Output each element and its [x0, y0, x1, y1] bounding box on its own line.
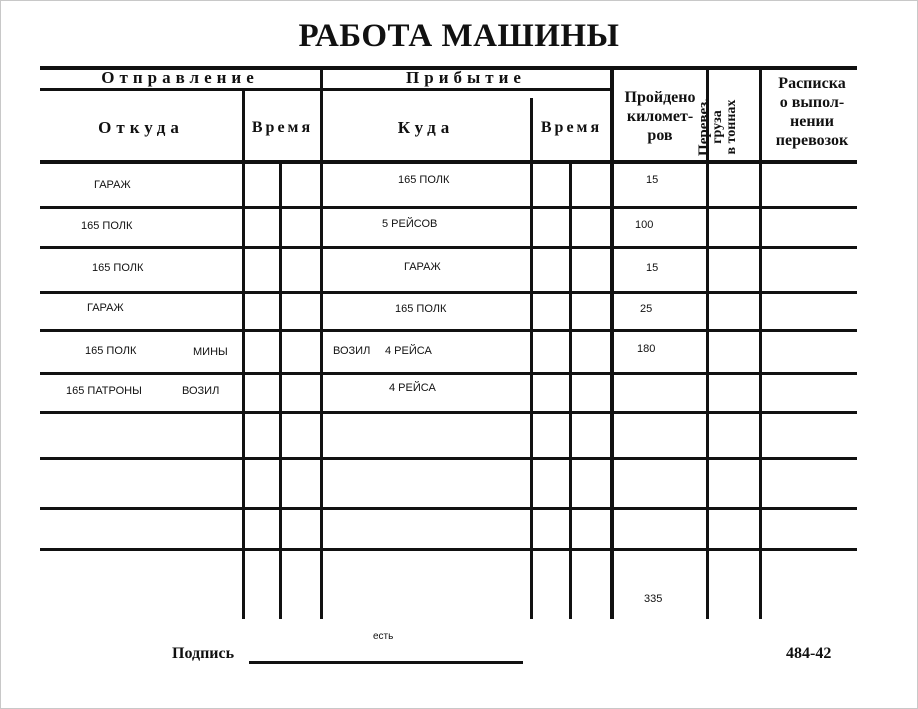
row-km: 180 — [637, 343, 656, 355]
page-title: РАБОТА МАШИНЫ — [298, 18, 620, 54]
row-from: ГАРАЖ — [87, 302, 124, 314]
row-km: 25 — [640, 303, 653, 315]
km-header-line3: ров — [647, 127, 673, 144]
signature-line[interactable] — [249, 661, 523, 664]
row-divider — [40, 291, 857, 294]
receipt-header-line2: о выпол- — [779, 94, 845, 111]
row-to-prefix: ВОЗИЛ — [333, 345, 371, 357]
row-divider — [40, 372, 857, 375]
receipt-header-line3: нении — [790, 113, 834, 130]
row-from-extra: МИНЫ — [193, 346, 228, 358]
total-km: 335 — [644, 593, 663, 605]
receipt-header-line4: перевозок — [775, 132, 849, 149]
km-header-line2: километ- — [626, 108, 694, 125]
departure-arrival-rule — [40, 88, 611, 91]
cargo-header-line3: в тоннах — [724, 99, 739, 155]
form-number: 484-42 — [786, 645, 832, 662]
receipt-header-line1: Расписка — [778, 75, 846, 92]
signature-label: Подпись — [172, 645, 235, 662]
row-divider — [40, 457, 857, 460]
from-header: Откуда — [98, 118, 184, 137]
row-to: ГАРАЖ — [404, 261, 441, 273]
row-to: 4 РЕЙСА — [385, 345, 432, 357]
row-to: 165 ПОЛК — [398, 174, 450, 186]
signature-note: есть — [373, 631, 394, 642]
column-divider — [320, 70, 323, 619]
row-divider — [40, 507, 857, 510]
time-header-arrival: Время — [540, 119, 603, 136]
row-km: 15 — [646, 174, 659, 186]
arrival-header: Прибытие — [406, 68, 526, 87]
row-from: 165 ПОЛК — [81, 220, 133, 232]
row-from-extra: ВОЗИЛ — [182, 385, 220, 397]
row-km: 100 — [635, 219, 654, 231]
row-divider — [40, 246, 857, 249]
row-from: 165 ПОЛК — [85, 345, 137, 357]
km-header — [614, 88, 706, 145]
column-divider — [530, 98, 533, 619]
km-header-line1: Пройдено — [624, 89, 696, 106]
row-divider — [40, 411, 857, 414]
column-divider — [279, 162, 282, 619]
row-divider — [40, 329, 857, 332]
cargo-header-line1: Перевез. — [696, 98, 712, 156]
column-divider — [759, 70, 762, 619]
row-divider — [40, 206, 857, 209]
row-from: ГАРАЖ — [94, 179, 131, 191]
row-to: 165 ПОЛК — [395, 303, 447, 315]
row-from: 165 ПАТРОНЫ — [66, 385, 142, 397]
column-divider — [610, 70, 614, 619]
column-divider — [569, 162, 572, 619]
to-header: Куда — [397, 118, 455, 137]
column-divider — [242, 91, 245, 619]
cargo-header-line2: груза — [710, 110, 725, 144]
row-divider — [40, 548, 857, 551]
row-to: 5 РЕЙСОВ — [382, 218, 438, 230]
row-from: 165 ПОЛК — [92, 262, 144, 274]
receipt-header — [762, 74, 862, 150]
row-km: 15 — [646, 262, 659, 274]
departure-header: Отправление — [101, 68, 259, 87]
cargo-header — [697, 79, 747, 175]
row-to: 4 РЕЙСА — [389, 382, 436, 394]
time-header-departure: Время — [251, 119, 314, 136]
